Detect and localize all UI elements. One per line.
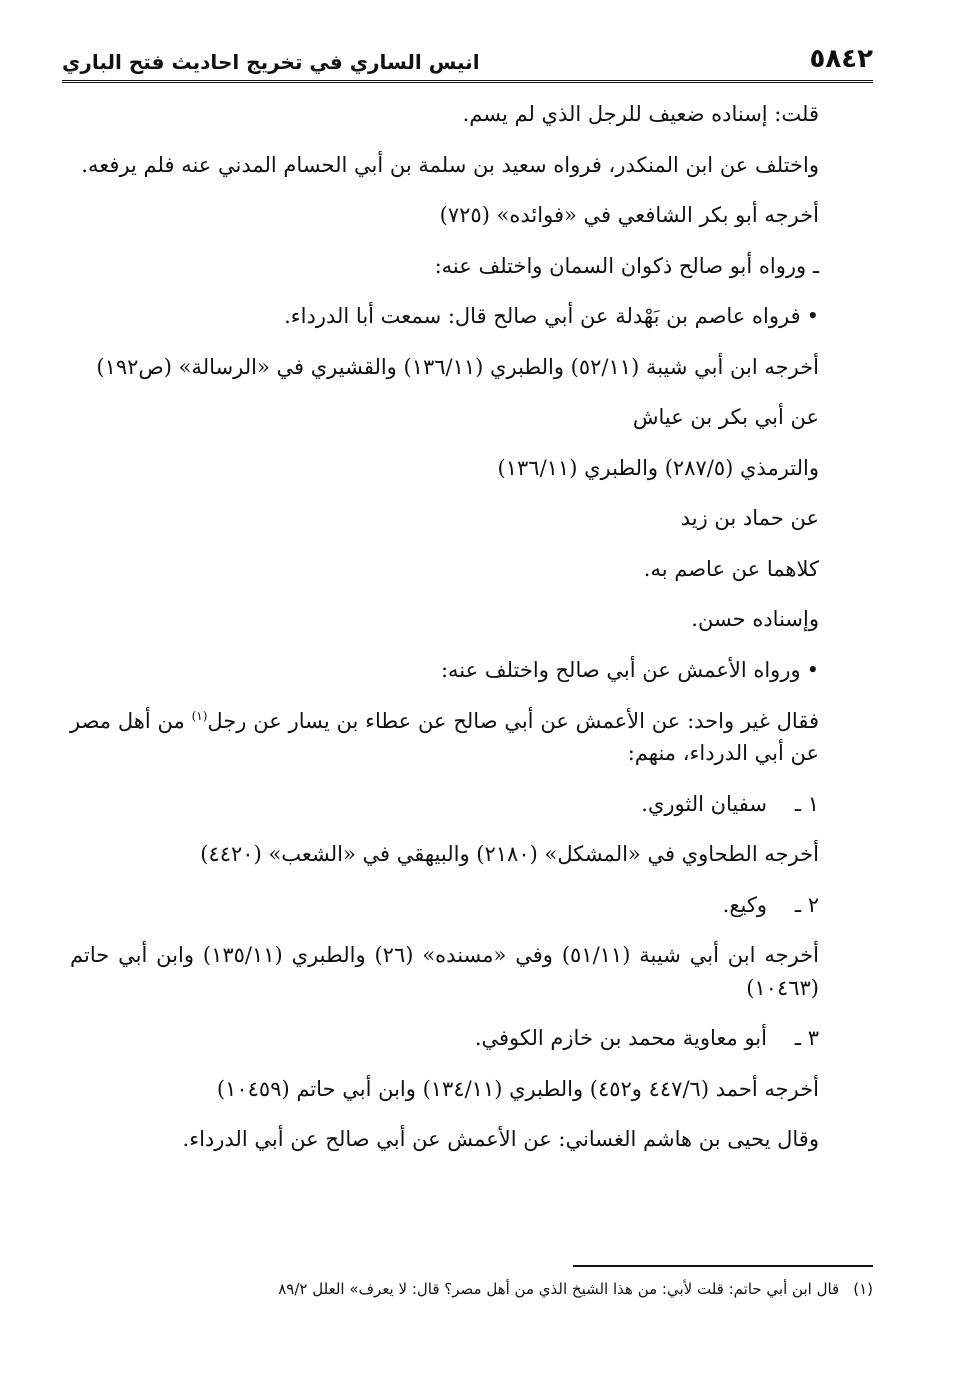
numbered-item — [70, 889, 819, 922]
numbered-item — [70, 788, 819, 821]
body-line: قلت: إسناده ضعيف للرجل الذي لم يسم. — [462, 102, 819, 126]
body-line: أخرجه ابن أبي شيبة (٥٢/١١) والطبري (١٣٦/١١) والقشيري في «الرسالة» (ص١٩٢) — [96, 354, 819, 379]
body-line: ـ ورواه أبو صالح ذكوان السمان واختلف عنه: — [434, 253, 819, 278]
body-line: أخرجه ابن أبي شيبة (٥١/١١) وفي «مسنده» (٢٦) والطبري (١٣٥/١١) وابن أبي حاتم (١٠٤٦٣) — [70, 943, 819, 1000]
body-line: عن أبي بكر بن عياش — [632, 405, 819, 430]
body-line: واختلف عن ابن المنكدر، فرواه سعيد بن سلمة بن أبي الحسام المدني عنه فلم يرفعه. — [81, 152, 819, 177]
footnote-text: قال ابن أبي حاتم: قلت لأبي: من هذا الشيخ الذي من أهل مصر؟ قال: لا يعرف» العلل ٨٩/٢ — [278, 1280, 840, 1298]
item-text: أبو معاوية محمد بن خازم الكوفي. — [474, 1026, 767, 1051]
footnote-reference[interactable]: (١) — [191, 708, 208, 723]
bullet-mark: • — [806, 658, 819, 683]
body-text: فقال غير واحد: عن الأعمش عن أبي صالح عن عطاء بن يسار عن رجل — [207, 708, 819, 733]
body-line: كلاهما عن عاصم به. — [643, 556, 819, 581]
running-title: انيس الساري في تخريج احاديث فتح الباري — [62, 50, 480, 74]
body-line: وإسناده حسن. — [691, 607, 819, 632]
page-number: ٥٨٤٢ — [809, 44, 873, 74]
item-text: وكيع. — [722, 892, 767, 917]
footnote-divider — [573, 1265, 873, 1267]
item-number: ٢ ـ — [794, 892, 819, 917]
bullet-mark: • — [806, 304, 819, 329]
bullet-text: فرواه عاصم بن بَهْدلة عن أبي صالح قال: سمعت أبا الدرداء. — [284, 304, 801, 329]
item-text: سفيان الثوري. — [641, 791, 767, 816]
body-text: من أهل مصر عن أبي الدرداء، منهم: — [70, 708, 819, 766]
bullet-line — [70, 300, 819, 333]
body-line: أخرجه الطحاوي في «المشكل» (٢١٨٠) والبيهقي في «الشعب» (٤٤٢٠) — [200, 842, 819, 867]
footnote-number: (١) — [853, 1280, 873, 1298]
body-line: أخرجه أبو بكر الشافعي في «فوائده» (٧٢٥) — [439, 203, 819, 228]
page-body — [70, 98, 819, 1174]
bullet-line — [70, 654, 819, 687]
body-line: عن حماد بن زيد — [680, 506, 819, 531]
footnote — [70, 1278, 873, 1301]
page-header — [62, 30, 873, 83]
item-number: ٣ ـ — [794, 1026, 819, 1051]
body-line — [70, 705, 819, 770]
item-number: ١ ـ — [794, 791, 819, 816]
numbered-item — [70, 1022, 819, 1055]
body-line: والترمذي (٢٨٧/٥) والطبري (١٣٦/١١) — [497, 455, 819, 480]
body-line: أخرجه أحمد (٤٤٧/٦ و٤٥٢) والطبري (١٣٤/١١) وابن أبي حاتم (١٠٤٥٩) — [216, 1076, 819, 1101]
bullet-text: ورواه الأعمش عن أبي صالح واختلف عنه: — [440, 658, 801, 683]
body-line: وقال يحيى بن هاشم الغساني: عن الأعمش عن أبي صالح عن أبي الدرداء. — [182, 1127, 819, 1152]
